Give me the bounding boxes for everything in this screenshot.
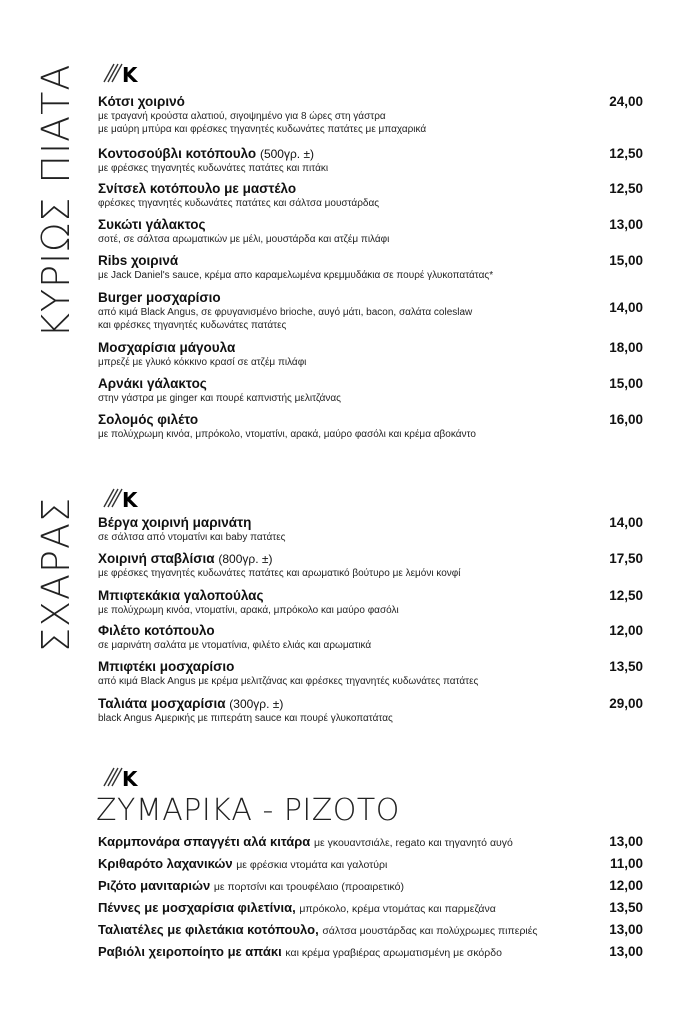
menu-item	[98, 340, 643, 369]
dish-description: σε μαρινάτη σαλάτα με ντοματίνια, φιλέτο ελιάς και αρωματικά	[98, 640, 372, 651]
menu-item	[98, 551, 643, 580]
dish-price: 13,00	[609, 217, 643, 232]
dish-price: 12,00	[609, 878, 643, 893]
restaurant-logo	[98, 485, 138, 511]
dish-portion: (500γρ. ±)	[259, 147, 315, 161]
menu-item	[98, 900, 643, 917]
dish-description: με πολύχρωμη κινόα, ντοματίνι, αρακά, μπρόκολο και μαύρο φασόλι	[98, 605, 399, 616]
dish-name: Ραβιόλι χειροποίητο με απάκι	[98, 944, 282, 959]
dish-description: με φρέσκια ντομάτα και γαλοτύρι	[236, 859, 388, 871]
dish-name: Κοντοσούβλι κοτόπουλο (500γρ. ±)	[98, 146, 315, 161]
dish-price: 12,50	[609, 588, 643, 603]
dish-price: 14,00	[609, 300, 643, 315]
dish-price: 24,00	[609, 94, 643, 109]
dish-name: Βέργα χοιρινή μαρινάτη	[98, 515, 252, 530]
dish-description: με πολύχρωμη κινόα, μπρόκολο, ντοματίνι, αρακά, μαύρο φασόλι και κρέμα αβοκάντο	[98, 429, 476, 440]
dish-name: Μοσχαρίσια μάγουλα	[98, 340, 236, 355]
dish-price: 11,00	[609, 856, 643, 871]
dish-price: 15,00	[609, 376, 643, 391]
dish-description: από κιμά Black Angus, σε φρυγανισμένο brioche, αυγό μάτι, bacon, σαλάτα coleslaw	[98, 307, 473, 318]
restaurant-logo	[98, 764, 138, 790]
dish-description: με Jack Daniel's sauce, κρέμα απο καραμελωμένα κρεμμυδάκια σε πουρέ γλυκοπατάτας*	[98, 270, 494, 281]
dish-name: Κότσι χοιρινό	[98, 94, 185, 109]
menu-item	[98, 412, 643, 441]
dish-description: στην γάστρα με ginger και πουρέ καπνιστής μελιτζάνας	[98, 393, 341, 404]
dish-price: 12,50	[609, 181, 643, 196]
menu-item	[98, 588, 643, 617]
dish-price: 13,50	[609, 900, 643, 915]
dish-name: Μπιφτέκι μοσχαρίσιο	[98, 659, 235, 674]
dish-price: 17,50	[609, 551, 643, 566]
dish-description: με φρέσκες τηγανητές κυδωνάτες πατάτες και πιτάκι	[98, 163, 329, 174]
restaurant-logo	[98, 60, 138, 86]
dish-portion: (300γρ. ±)	[229, 697, 284, 711]
menu-item	[98, 94, 643, 136]
dish-description: με φρέσκες τηγανητές κυδωνάτες πατάτες και αρωματικό βούτυρο με λεμόνι κονφί	[98, 568, 461, 579]
dish-price: 12,00	[609, 623, 643, 638]
menu-item	[98, 878, 643, 895]
dish-name: Ριζότο μανιταριών	[98, 878, 211, 893]
dish-description: φρέσκες τηγανητές κυδωνάτες πατάτες και σάλτσα μουστάρδας	[98, 198, 380, 209]
dish-price: 15,00	[609, 253, 643, 268]
svg-text:K: K	[122, 488, 138, 511]
dish-price: 13,50	[609, 659, 643, 674]
dish-price: 29,00	[609, 696, 643, 711]
menu-item	[98, 696, 643, 725]
dish-description: με γκουαντσιάλε, regato και τηγανητό αυγό	[313, 837, 513, 849]
menu-item	[98, 856, 643, 873]
section-title-main: ΚΥΡΙΩΣ ΠΙΑΤΑ	[34, 63, 78, 338]
dish-portion: (800γρ. ±)	[218, 552, 273, 566]
dish-name: Συκώτι γάλακτος	[98, 217, 206, 232]
dish-name: Πέννες με μοσχαρίσια φιλετίνια,	[98, 900, 296, 915]
dish-name: Σνίτσελ κοτόπουλο με μαστέλο	[98, 181, 297, 196]
dish-description: με μαύρη μπύρα και φρέσκες τηγανητές κυδωνάτες πατάτες με μπαχαρικά	[98, 124, 427, 135]
menu-item	[98, 181, 643, 210]
dish-description: με πορτσίνι και τρουφέλαιο (προαιρετικό)	[213, 881, 404, 893]
menu-item	[98, 290, 643, 332]
section-title-grill: ΣΧΑΡΑΣ	[34, 497, 78, 652]
dish-description: μπρόκολο, κρέμα ντομάτας και παρμεζάνα	[299, 903, 496, 915]
menu-item	[98, 253, 643, 282]
menu-item	[98, 515, 643, 544]
menu-item	[98, 623, 643, 652]
section-title-pasta: ΖΥΜΑΡΙΚΑ - ΡΙΖΟΤΟ	[96, 793, 400, 828]
dish-description: με τραγανή κρούστα αλατιού, σιγοψημένο για 8 ώρες στη γάστρα	[98, 111, 386, 122]
dish-price: 13,00	[609, 834, 643, 849]
dish-price: 12,50	[609, 146, 643, 161]
dish-description: από κιμά Black Angus με κρέμα μελιτζάνας και φρέσκες τηγανητές κυδωνάτες πατάτες	[98, 676, 479, 687]
dish-description: σοτέ, σε σάλτσα αρωματικών με μέλι, μουστάρδα και ατζέμ πιλάφι	[98, 234, 390, 245]
svg-text:K: K	[122, 767, 138, 790]
menu-item	[98, 217, 643, 246]
dish-name: Φιλέτο κοτόπουλο	[98, 623, 215, 638]
dish-name: Burger μοσχαρίσιο	[98, 290, 221, 305]
menu-item	[98, 376, 643, 405]
menu-item	[98, 659, 643, 688]
dish-price: 13,00	[609, 944, 643, 959]
dish-name: Ταλιατέλες με φιλετάκια κοτόπουλο,	[98, 922, 319, 937]
menu-item	[98, 146, 643, 175]
svg-text:K: K	[122, 63, 138, 86]
dish-price: 18,00	[609, 340, 643, 355]
dish-name: Ταλιάτα μοσχαρίσια (300γρ. ±)	[98, 696, 284, 711]
menu-item	[98, 944, 643, 961]
dish-price: 13,00	[609, 922, 643, 937]
dish-description: σάλτσα μουστάρδας και πολύχρωμες πιπεριές	[322, 925, 538, 937]
dish-description: και φρέσκες τηγανητές κυδωνάτες πατάτες	[98, 320, 287, 331]
dish-name: Καρμπονάρα σπαγγέτι αλά κιτάρα	[98, 834, 311, 849]
menu-item	[98, 834, 643, 851]
menu-item	[98, 922, 643, 939]
dish-name: Μπιφτεκάκια γαλοπούλας	[98, 588, 264, 603]
dish-name: Χοιρινή σταβλίσια (800γρ. ±)	[98, 551, 273, 566]
dish-name: Αρνάκι γάλακτος	[98, 376, 207, 391]
dish-name: Κριθαρότο λαχανικών	[98, 856, 233, 871]
dish-description: σε σάλτσα από ντοματίνι και baby πατάτες	[98, 532, 286, 543]
dish-price: 16,00	[609, 412, 643, 427]
dish-name: Ribs χοιρινά	[98, 253, 179, 268]
dish-description: μπρεζέ με γλυκό κόκκινο κρασί σε ατζέμ πιλάφι	[98, 357, 307, 368]
dish-price: 14,00	[609, 515, 643, 530]
dish-name: Σολομός φιλέτο	[98, 412, 199, 427]
dish-description: και κρέμα γραβιέρας αρωματισμένη με σκόρδο	[285, 947, 502, 959]
dish-description: black Angus Αμερικής με πιπεράτη sauce και πουρέ γλυκοπατάτας	[98, 713, 393, 724]
